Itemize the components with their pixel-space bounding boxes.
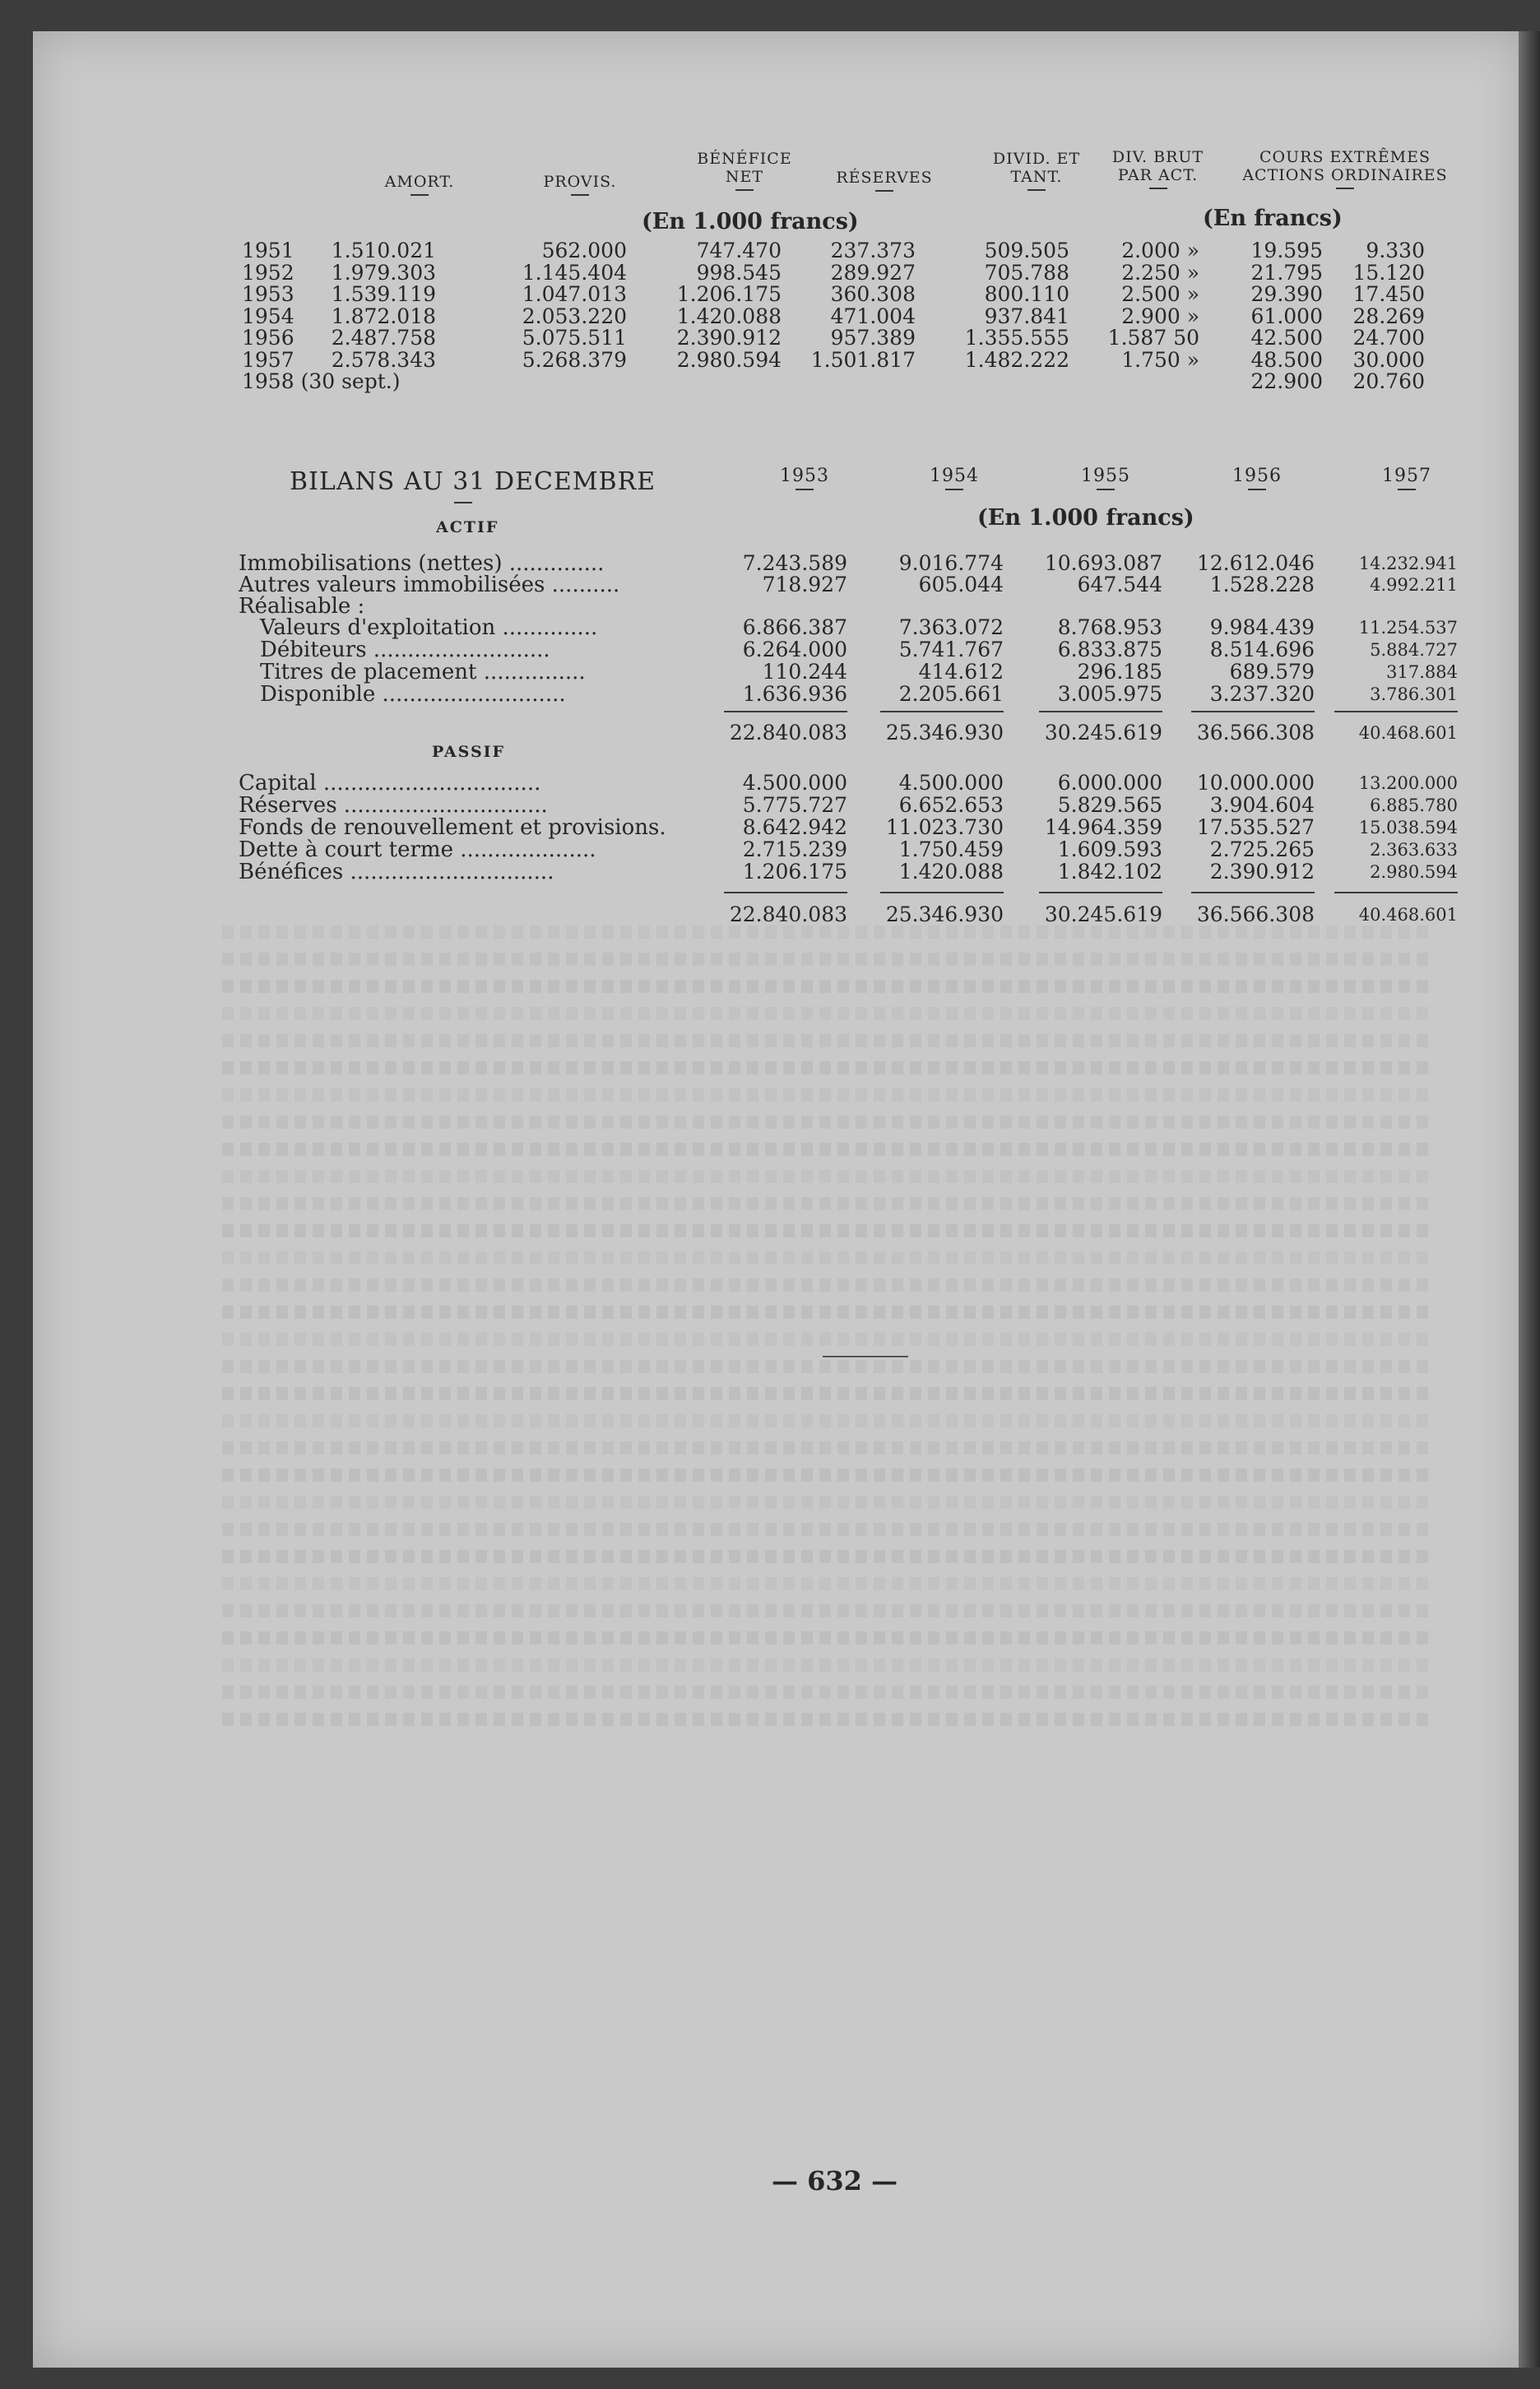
row-year: 1952 <box>242 260 295 285</box>
row-value: 7.363.072 <box>898 615 1004 639</box>
bleed-line <box>222 1116 1431 1129</box>
row-label: Débiteurs .......................... <box>260 638 550 662</box>
cell-lo: 30.000 <box>1352 347 1425 372</box>
cell-lo: 17.450 <box>1352 282 1425 306</box>
cell-divid: 1.482.222 <box>964 347 1069 372</box>
row-label: Dette à court terme .................... <box>239 837 596 862</box>
bleed-line <box>222 1523 1431 1536</box>
row-value: 3.904.604 <box>1209 793 1315 817</box>
row-value: 6.866.387 <box>742 615 847 639</box>
row-value: 6.000.000 <box>1057 771 1162 795</box>
header-cours-extremes: COURS EXTRÊMES ACTIONS ORDINAIRES <box>1234 148 1456 189</box>
bleed-line <box>222 1387 1431 1400</box>
row-value: 1.842.102 <box>1057 860 1162 884</box>
cell-div_brut: 1.750 » <box>1121 347 1199 372</box>
cell-div_brut: 2.500 » <box>1121 282 1199 306</box>
row-value: 2.363.633 <box>1370 840 1458 860</box>
row-label: Capital ................................ <box>239 771 541 796</box>
year-header: 1956 <box>1208 467 1306 490</box>
total-rule <box>1191 892 1315 893</box>
row-value: 6.264.000 <box>742 638 847 661</box>
cell-hi: 48.500 <box>1250 347 1323 372</box>
total-rule <box>1334 892 1458 893</box>
total-value: 36.566.308 <box>1196 721 1315 745</box>
cell-div_brut: 1.587 50 <box>1107 326 1199 350</box>
bleed-line <box>222 1414 1431 1427</box>
bleed-line <box>222 980 1431 993</box>
cell-amort: 1.510.021 <box>331 239 436 262</box>
row-label: Bénéfices .............................. <box>239 860 554 884</box>
cell-provis: 1.145.404 <box>522 260 627 285</box>
year-header-dash <box>1398 489 1416 490</box>
bleed-line <box>222 1577 1431 1590</box>
row-value: 2.980.594 <box>1370 862 1458 882</box>
header-div-brut: DIV. BRUT PAR ACT. <box>1098 148 1218 189</box>
row-value: 5.829.565 <box>1057 793 1162 817</box>
row-value: 317.884 <box>1386 662 1458 682</box>
cell-benef: 747.470 <box>696 239 782 262</box>
total-rule <box>1191 711 1315 712</box>
cell-benef: 1.206.175 <box>676 282 782 306</box>
bilans-title-dash <box>454 502 472 503</box>
total-value: 30.245.619 <box>1044 721 1162 745</box>
bleed-line <box>222 1143 1431 1156</box>
row-value: 11.023.730 <box>885 815 1004 839</box>
cell-reserves: 360.308 <box>830 282 916 306</box>
row-value: 689.579 <box>1229 660 1315 684</box>
cell-hi: 61.000 <box>1250 304 1323 328</box>
bleed-line <box>222 1197 1431 1210</box>
row-label: Fonds de renouvellement et provisions. <box>239 815 666 840</box>
row-value: 5.775.727 <box>742 793 847 817</box>
row-label: Disponible ........................... <box>260 682 566 707</box>
total-rule <box>724 892 847 893</box>
total-rule <box>724 711 847 712</box>
year-header-dash <box>945 489 963 490</box>
row-year: 1956 <box>242 326 295 350</box>
cell-provis: 562.000 <box>541 239 627 262</box>
row-value: 10.693.087 <box>1044 551 1162 575</box>
year-header-dash <box>796 489 814 490</box>
cell-lo: 20.760 <box>1352 369 1425 393</box>
cell-reserves: 471.004 <box>830 304 916 328</box>
total-value: 25.346.930 <box>885 721 1004 745</box>
row-value: 8.514.696 <box>1209 638 1315 661</box>
cell-hi: 42.500 <box>1250 326 1323 350</box>
header-reserves: RÉSERVES <box>827 169 942 192</box>
header-divid-tant: DIVID. ET TANT. <box>979 150 1094 191</box>
row-value: 2.715.239 <box>742 837 847 861</box>
row-year: 1954 <box>242 304 295 328</box>
cell-div_brut: 2.900 » <box>1121 304 1199 328</box>
bleed-line <box>222 1224 1431 1237</box>
total-value: 40.468.601 <box>1358 905 1458 925</box>
row-value: 3.005.975 <box>1057 682 1162 706</box>
row-year: 1958 (30 sept.) <box>242 369 401 393</box>
bleed-line <box>222 1713 1431 1726</box>
row-value: 10.000.000 <box>1196 771 1315 795</box>
row-value: 9.016.774 <box>898 551 1004 575</box>
cell-provis: 5.075.511 <box>522 326 627 350</box>
bleed-line <box>222 1088 1431 1102</box>
row-value: 4.500.000 <box>898 771 1004 795</box>
row-label: Titres de placement ............... <box>260 660 586 684</box>
row-value: 1.636.936 <box>742 682 847 706</box>
row-value: 11.254.537 <box>1358 618 1458 638</box>
bleed-line <box>222 1251 1431 1264</box>
bleed-line <box>222 1278 1431 1292</box>
cell-hi: 29.390 <box>1250 282 1323 306</box>
bleed-line <box>222 1333 1431 1346</box>
row-value: 6.885.780 <box>1370 796 1458 815</box>
bleed-line <box>222 1441 1431 1454</box>
bleed-line <box>222 1306 1431 1319</box>
row-value: 296.185 <box>1077 660 1162 684</box>
year-header: 1955 <box>1056 467 1155 490</box>
row-value: 14.232.941 <box>1358 554 1458 573</box>
row-value: 5.741.767 <box>898 638 1004 661</box>
cell-div_brut: 2.000 » <box>1121 239 1199 262</box>
cell-benef: 2.390.912 <box>676 326 782 350</box>
bleed-line <box>222 1170 1431 1183</box>
row-label: Immobilisations (nettes) .............. <box>239 551 605 576</box>
row-label: Autres valeurs immobilisées .......... <box>239 573 620 597</box>
total-rule <box>880 892 1004 893</box>
row-value: 1.420.088 <box>898 860 1004 884</box>
row-value: 605.044 <box>918 573 1004 596</box>
cell-amort: 1.872.018 <box>331 304 436 328</box>
bleed-line <box>222 1658 1431 1672</box>
bleed-line <box>222 925 1431 939</box>
row-year: 1951 <box>242 239 295 262</box>
total-rule <box>1039 711 1162 712</box>
row-label: Réalisable : <box>239 594 365 619</box>
cell-lo: 24.700 <box>1352 326 1425 350</box>
row-value: 647.544 <box>1077 573 1162 596</box>
total-value: 30.245.619 <box>1044 902 1162 926</box>
cell-divid: 800.110 <box>984 282 1069 306</box>
bleed-line <box>222 1550 1431 1563</box>
actif-label: ACTIF <box>436 518 499 536</box>
bleed-line <box>222 1496 1431 1509</box>
year-header: 1957 <box>1357 467 1456 490</box>
row-value: 14.964.359 <box>1044 815 1162 839</box>
book-binding-edge <box>1519 31 1540 2368</box>
row-value: 13.200.000 <box>1358 773 1458 793</box>
row-value: 110.244 <box>762 660 847 684</box>
header-amort: AMORT. <box>362 173 477 196</box>
bilans-title: BILANS AU 31 DECEMBRE <box>290 467 656 496</box>
unit-francs: (En francs) <box>1203 206 1343 231</box>
row-year: 1953 <box>242 282 295 306</box>
row-value: 4.992.211 <box>1370 575 1458 595</box>
row-value: 2.725.265 <box>1209 837 1315 861</box>
row-value: 414.612 <box>918 660 1004 684</box>
bleed-line <box>222 953 1431 966</box>
row-value: 2.390.912 <box>1209 860 1315 884</box>
page-number: — 632 — <box>772 2165 898 2196</box>
cell-div_brut: 2.250 » <box>1121 260 1199 285</box>
row-value: 1.609.593 <box>1057 837 1162 861</box>
cell-provis: 2.053.220 <box>522 304 627 328</box>
cell-hi: 19.595 <box>1250 239 1323 262</box>
bleed-line <box>222 1007 1431 1020</box>
bleed-line <box>222 1360 1431 1373</box>
row-value: 2.205.661 <box>898 682 1004 706</box>
year-header-dash <box>1248 489 1266 490</box>
total-value: 22.840.083 <box>729 902 847 926</box>
separator-rule <box>823 1356 908 1357</box>
cell-divid: 937.841 <box>984 304 1069 328</box>
cell-hi: 21.795 <box>1250 260 1323 285</box>
row-value: 4.500.000 <box>742 771 847 795</box>
cell-lo: 9.330 <box>1366 239 1425 262</box>
cell-lo: 15.120 <box>1352 260 1425 285</box>
cell-benef: 998.545 <box>696 260 782 285</box>
total-value: 36.566.308 <box>1196 902 1315 926</box>
row-value: 7.243.589 <box>742 551 847 575</box>
row-value: 1.528.228 <box>1209 573 1315 596</box>
bleed-line <box>222 1631 1431 1644</box>
year-header: 1954 <box>905 467 1004 490</box>
row-value: 718.927 <box>762 573 847 596</box>
total-value: 22.840.083 <box>729 721 847 745</box>
row-value: 15.038.594 <box>1358 818 1458 837</box>
bleed-line <box>222 1061 1431 1074</box>
cell-reserves: 289.927 <box>830 260 916 285</box>
unit-thousand-francs: (En 1.000 francs) <box>642 209 859 234</box>
cell-divid: 509.505 <box>984 239 1069 262</box>
row-value: 5.884.727 <box>1370 640 1458 660</box>
cell-provis: 5.268.379 <box>522 347 627 372</box>
total-value: 40.468.601 <box>1358 723 1458 743</box>
total-rule <box>880 711 1004 712</box>
row-label: Valeurs d'exploitation .............. <box>260 615 598 640</box>
cell-benef: 2.980.594 <box>676 347 782 372</box>
cell-amort: 1.539.119 <box>331 282 436 306</box>
row-value: 6.833.875 <box>1057 638 1162 661</box>
row-year: 1957 <box>242 347 295 372</box>
row-value: 17.535.527 <box>1196 815 1315 839</box>
row-value: 8.768.953 <box>1057 615 1162 639</box>
cell-lo: 28.269 <box>1352 304 1425 328</box>
row-value: 1.206.175 <box>742 860 847 884</box>
row-value: 3.786.301 <box>1370 684 1458 704</box>
year-header: 1953 <box>755 467 854 490</box>
bleed-line <box>222 1034 1431 1047</box>
total-rule <box>1334 711 1458 712</box>
header-provis: PROVIS. <box>522 173 638 196</box>
row-label: Réserves .............................. <box>239 793 548 818</box>
bilans-unit: (En 1.000 francs) <box>977 505 1194 531</box>
row-value: 6.652.653 <box>898 793 1004 817</box>
row-value: 3.237.320 <box>1209 682 1315 706</box>
header-benefice-net: BÉNÉFICE NET <box>691 150 798 191</box>
row-value: 8.642.942 <box>742 815 847 839</box>
bleed-line <box>222 1468 1431 1482</box>
total-rule <box>1039 892 1162 893</box>
bleed-line <box>222 1604 1431 1617</box>
cell-reserves: 237.373 <box>830 239 916 262</box>
passif-label: PASSIF <box>432 743 506 761</box>
cell-amort: 2.487.758 <box>331 326 436 350</box>
cell-reserves: 957.389 <box>830 326 916 350</box>
cell-provis: 1.047.013 <box>522 282 627 306</box>
cell-amort: 1.979.303 <box>331 260 436 285</box>
cell-hi: 22.900 <box>1250 369 1323 393</box>
cell-amort: 2.578.343 <box>331 347 436 372</box>
row-value: 9.984.439 <box>1209 615 1315 639</box>
cell-divid: 705.788 <box>984 260 1069 285</box>
year-header-dash <box>1097 489 1115 490</box>
row-value: 1.750.459 <box>898 837 1004 861</box>
row-value: 12.612.046 <box>1196 551 1315 575</box>
cell-benef: 1.420.088 <box>676 304 782 328</box>
cell-divid: 1.355.555 <box>964 326 1069 350</box>
cell-reserves: 1.501.817 <box>810 347 916 372</box>
bleed-line <box>222 1686 1431 1699</box>
total-value: 25.346.930 <box>885 902 1004 926</box>
